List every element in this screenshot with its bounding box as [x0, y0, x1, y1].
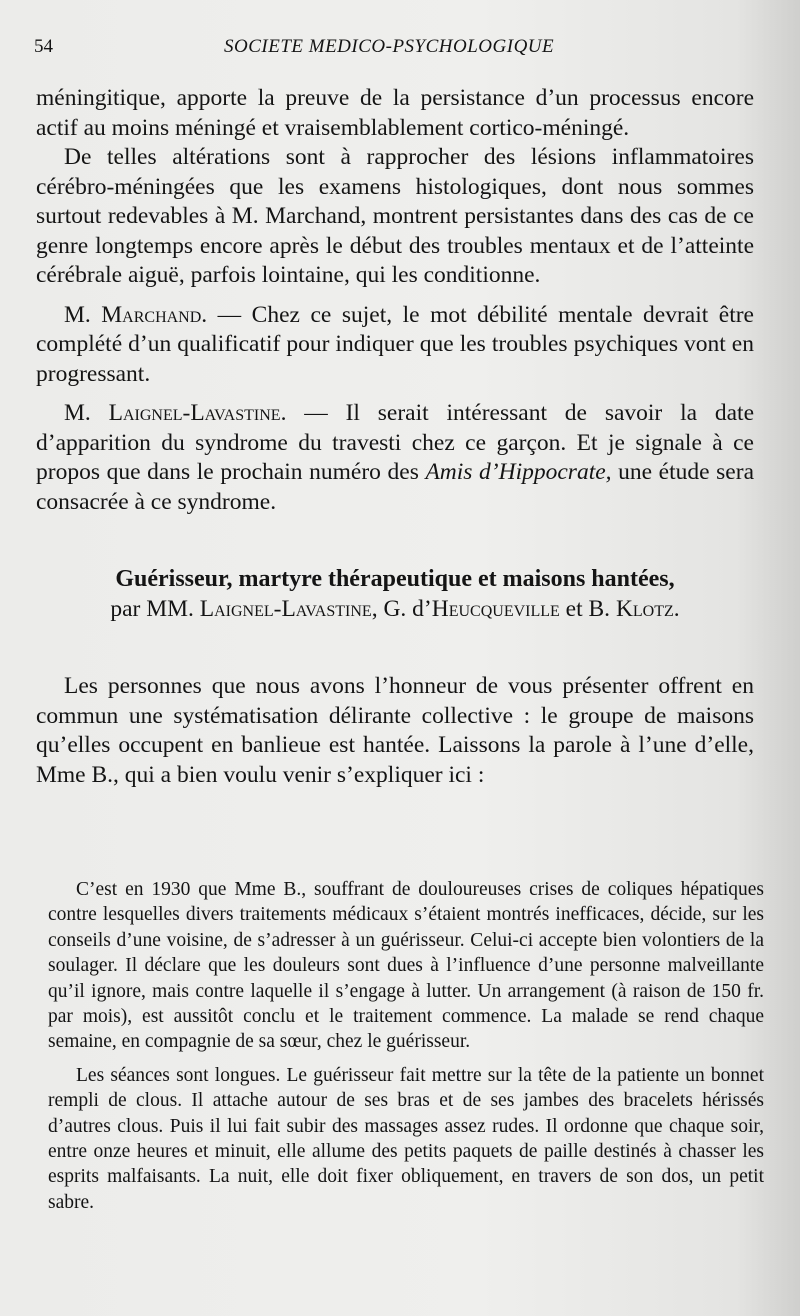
intervention-laignel — [36, 399, 754, 517]
page-number: 54 — [34, 36, 53, 57]
paragraph-lesions: De telles altérations sont à rapprocher des lésions inflammatoires cérébro-méningées que les examens histologiques, dont nous sommes surtout redevables à M. Marchand, montrent persistantes dans des cas de ce genre longtemps encore après le début des troubles mentaux et de l’atteinte cérébrale aiguë, parfois lointaine, qui les conditionne. — [36, 144, 754, 288]
author-name: Laignel-Lavastine — [199, 595, 372, 622]
intervention-marchand — [36, 301, 754, 390]
speaker-prefix: M. — [64, 301, 102, 328]
author-name: Klotz — [615, 595, 674, 622]
journal-title: Amis d’Hippocrate, — [425, 459, 612, 485]
case-report — [48, 877, 764, 1215]
intervention-text-end: une étude sera consacrée à ce syndrome. — [36, 459, 754, 515]
article-byline: par MM. Laignel-Lavastine, G. d’Heucqueville et B. Klotz. — [110, 595, 680, 622]
speaker-name: Marchand — [101, 301, 202, 328]
speaker-name: Laignel-Lavastine — [108, 400, 281, 426]
paragraph-introduction: Les personnes que nous avons l’honneur de vous présenter offrent en commun une systématisation délirante collective : le groupe de maisons qu’elles occupent en banlieue est hantée. Laissons la parole à l’une d’elle, Mme B., qui a bien voulu venir s’expliquer ici : — [36, 673, 754, 788]
case-paragraph-1: C’est en 1930 que Mme B., souffrant de douloureuses crises de coliques hépatiques contre lesquelles divers traitements médicaux s’étaient montrés inefficaces, décide, sur les conseils d’une voisine, de s’adresser à un guérisseur. Celui-ci accepte bien volontiers de la soulager. Il déclare que les douleurs sont dues à l’influence d’une personne malveillante qu’il ignore, mais contre laquelle il s’engage à lutter. Un arrangement (à raison de 150 fr. par mois), est aussitôt conclu et le traitement commence. La malade se rend chaque semaine, en compagnie de sa sœur, chez le guérisseur. — [48, 879, 764, 1053]
article-title: Guérisseur, martyre thérapeutique et maisons hantées, — [115, 566, 675, 592]
author-name: Heucqueville — [431, 595, 560, 622]
speaker-prefix: M. — [64, 400, 109, 426]
page-header — [34, 36, 750, 60]
intervention-text: . — Il serait intéressant de savoir la date d’apparition du syndrome du travesti chez ce garçon. Et je signale à ce propos que dans le prochain numéro des — [36, 400, 754, 485]
running-title: SOCIETE MEDICO-PSYCHOLOGIQUE — [224, 36, 555, 57]
intervention-text: . — Chez ce sujet, le mot débilité mentale devrait être complété d’un qualificatif pour indiquer que les troubles psychiques vont en progressant. — [36, 301, 754, 387]
case-paragraph-2: Les séances sont longues. Le guérisseur fait mettre sur la tête de la patiente un bonnet rempli de clous. Il attache autour de ses bras et de ses jambes des bracelets hérissés d’autres clous. Puis il lui fait subir des massages assez rudes. Il ordonne que chaque soir, entre onze heures et minuit, elle allume des petits paquets de paille destinés à chasser les esprits malfaisants. La nuit, elle doit fixer obliquement, en travers de son dos, un petit sabre. — [48, 1064, 764, 1213]
article-heading — [36, 565, 754, 624]
main-text — [36, 84, 754, 790]
paragraph-continuation: méningitique, apporte la preuve de la persistance d’un processus encore actif au moins méningé et vraisemblablement cortico-méningé. — [36, 85, 754, 141]
